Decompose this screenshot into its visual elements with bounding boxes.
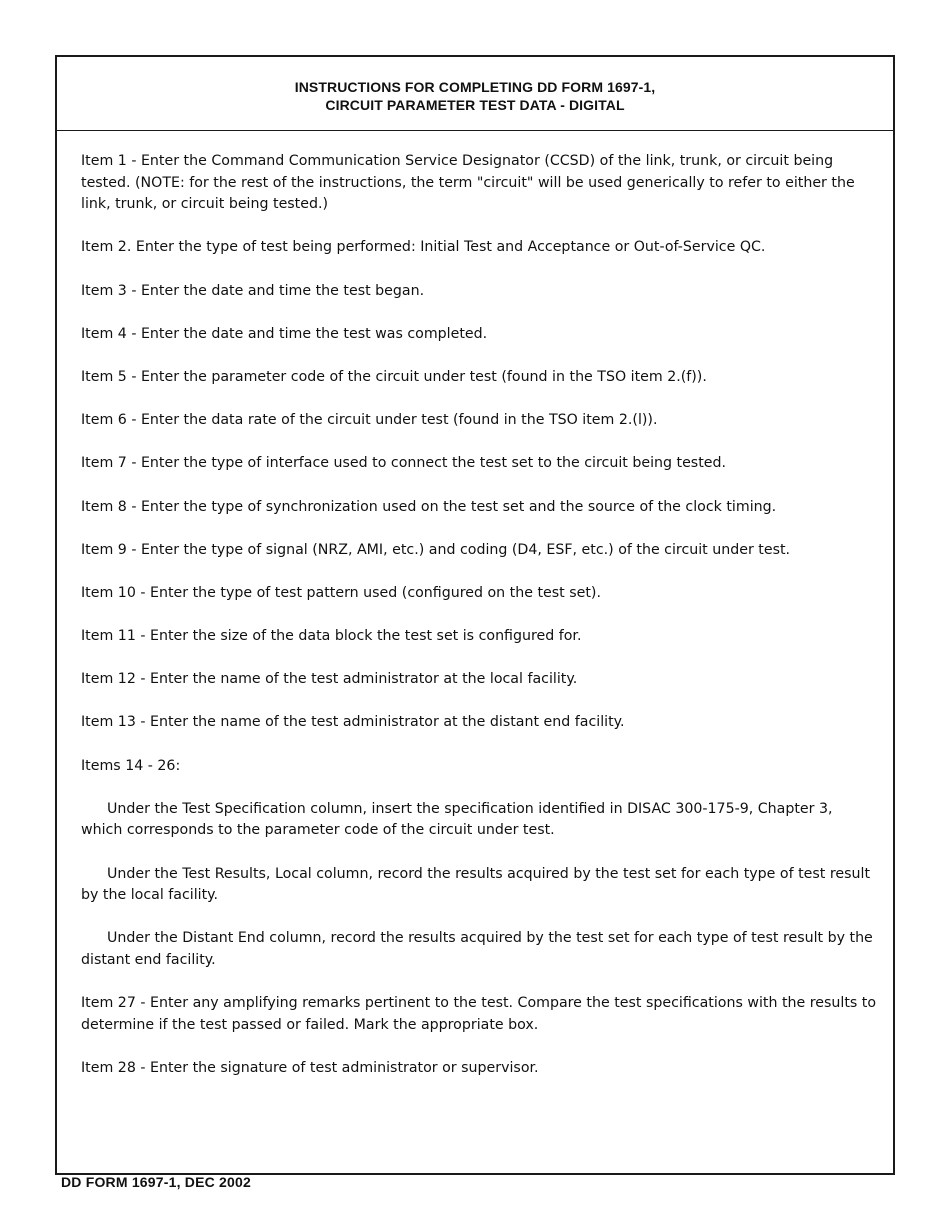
instruction-item-8: Item 8 - Enter the type of synchronization used on the test set and the source of the clock timing. — [81, 498, 777, 515]
instruction-test-specification: Under the Test Specification column, insert the specification identified in DISAC 300-175-9, Chapter 3, which corresponds to the parameter code of the circuit under test. — [81, 800, 833, 839]
instruction-item-13: Item 13 - Enter the name of the test administrator at the distant end facility. — [81, 714, 625, 731]
form-title-line-1: INSTRUCTIONS FOR COMPLETING DD FORM 1697-1, — [294, 78, 656, 95]
instruction-item-1: Item 1 - Enter the Command Communication Service Designator (CCSD) of the link, trunk, or circuit being tested. (NOTE: for the rest of the instructions, the term "circuit" will be used generically to refer to either the link, trunk, or circuit being tested.) — [81, 153, 855, 213]
instruction-item-3: Item 3 - Enter the date and time the test began. — [81, 282, 425, 299]
instruction-item-28: Item 28 - Enter the signature of test administrator or supervisor. — [81, 1059, 539, 1076]
instruction-item-5: Item 5 - Enter the parameter code of the circuit under test (found in the TSO item 2.(f)). — [81, 368, 707, 385]
instruction-item-6: Item 6 - Enter the data rate of the circuit under test (found in the TSO item 2.(l)). — [81, 412, 658, 429]
instruction-distant-end: Under the Distant End column, record the results acquired by the test set for each type of test result by the distant end facility. — [81, 930, 873, 968]
instructions-body — [57, 131, 893, 1080]
instruction-item-11: Item 11 - Enter the size of the data block the test set is configured for. — [81, 628, 582, 645]
instruction-item-2: Item 2. Enter the type of test being performed: Initial Test and Acceptance or Out-of-Service QC. — [81, 239, 766, 256]
form-footer-id: DD FORM 1697-1, DEC 2002 — [61, 1174, 251, 1190]
instruction-item-27: Item 27 - Enter any amplifying remarks pertinent to the test. Compare the test specifications with the results to determine if the test passed or failed. Mark the appropriate box. — [81, 995, 877, 1033]
instruction-item-12: Item 12 - Enter the name of the test administrator at the local facility. — [81, 671, 578, 688]
instruction-item-10: Item 10 - Enter the type of test pattern used (configured on the test set). — [81, 584, 601, 601]
instruction-item-4: Item 4 - Enter the date and time the test was completed. — [81, 325, 488, 342]
instruction-item-7: Item 7 - Enter the type of interface used to connect the test set to the circuit being tested. — [81, 455, 727, 472]
form-header — [57, 57, 893, 131]
instruction-items-14-26-heading: Items 14 - 26: — [81, 757, 181, 774]
instruction-item-9: Item 9 - Enter the type of signal (NRZ, AMI, etc.) and coding (D4, ESF, etc.) of the circuit under test. — [81, 541, 791, 558]
form-frame — [55, 55, 895, 1175]
form-title-line-2: CIRCUIT PARAMETER TEST DATA - DIGITAL — [325, 96, 625, 113]
instruction-test-results-local: Under the Test Results, Local column, record the results acquired by the test set for each type of test result by the local facility. — [81, 865, 871, 904]
